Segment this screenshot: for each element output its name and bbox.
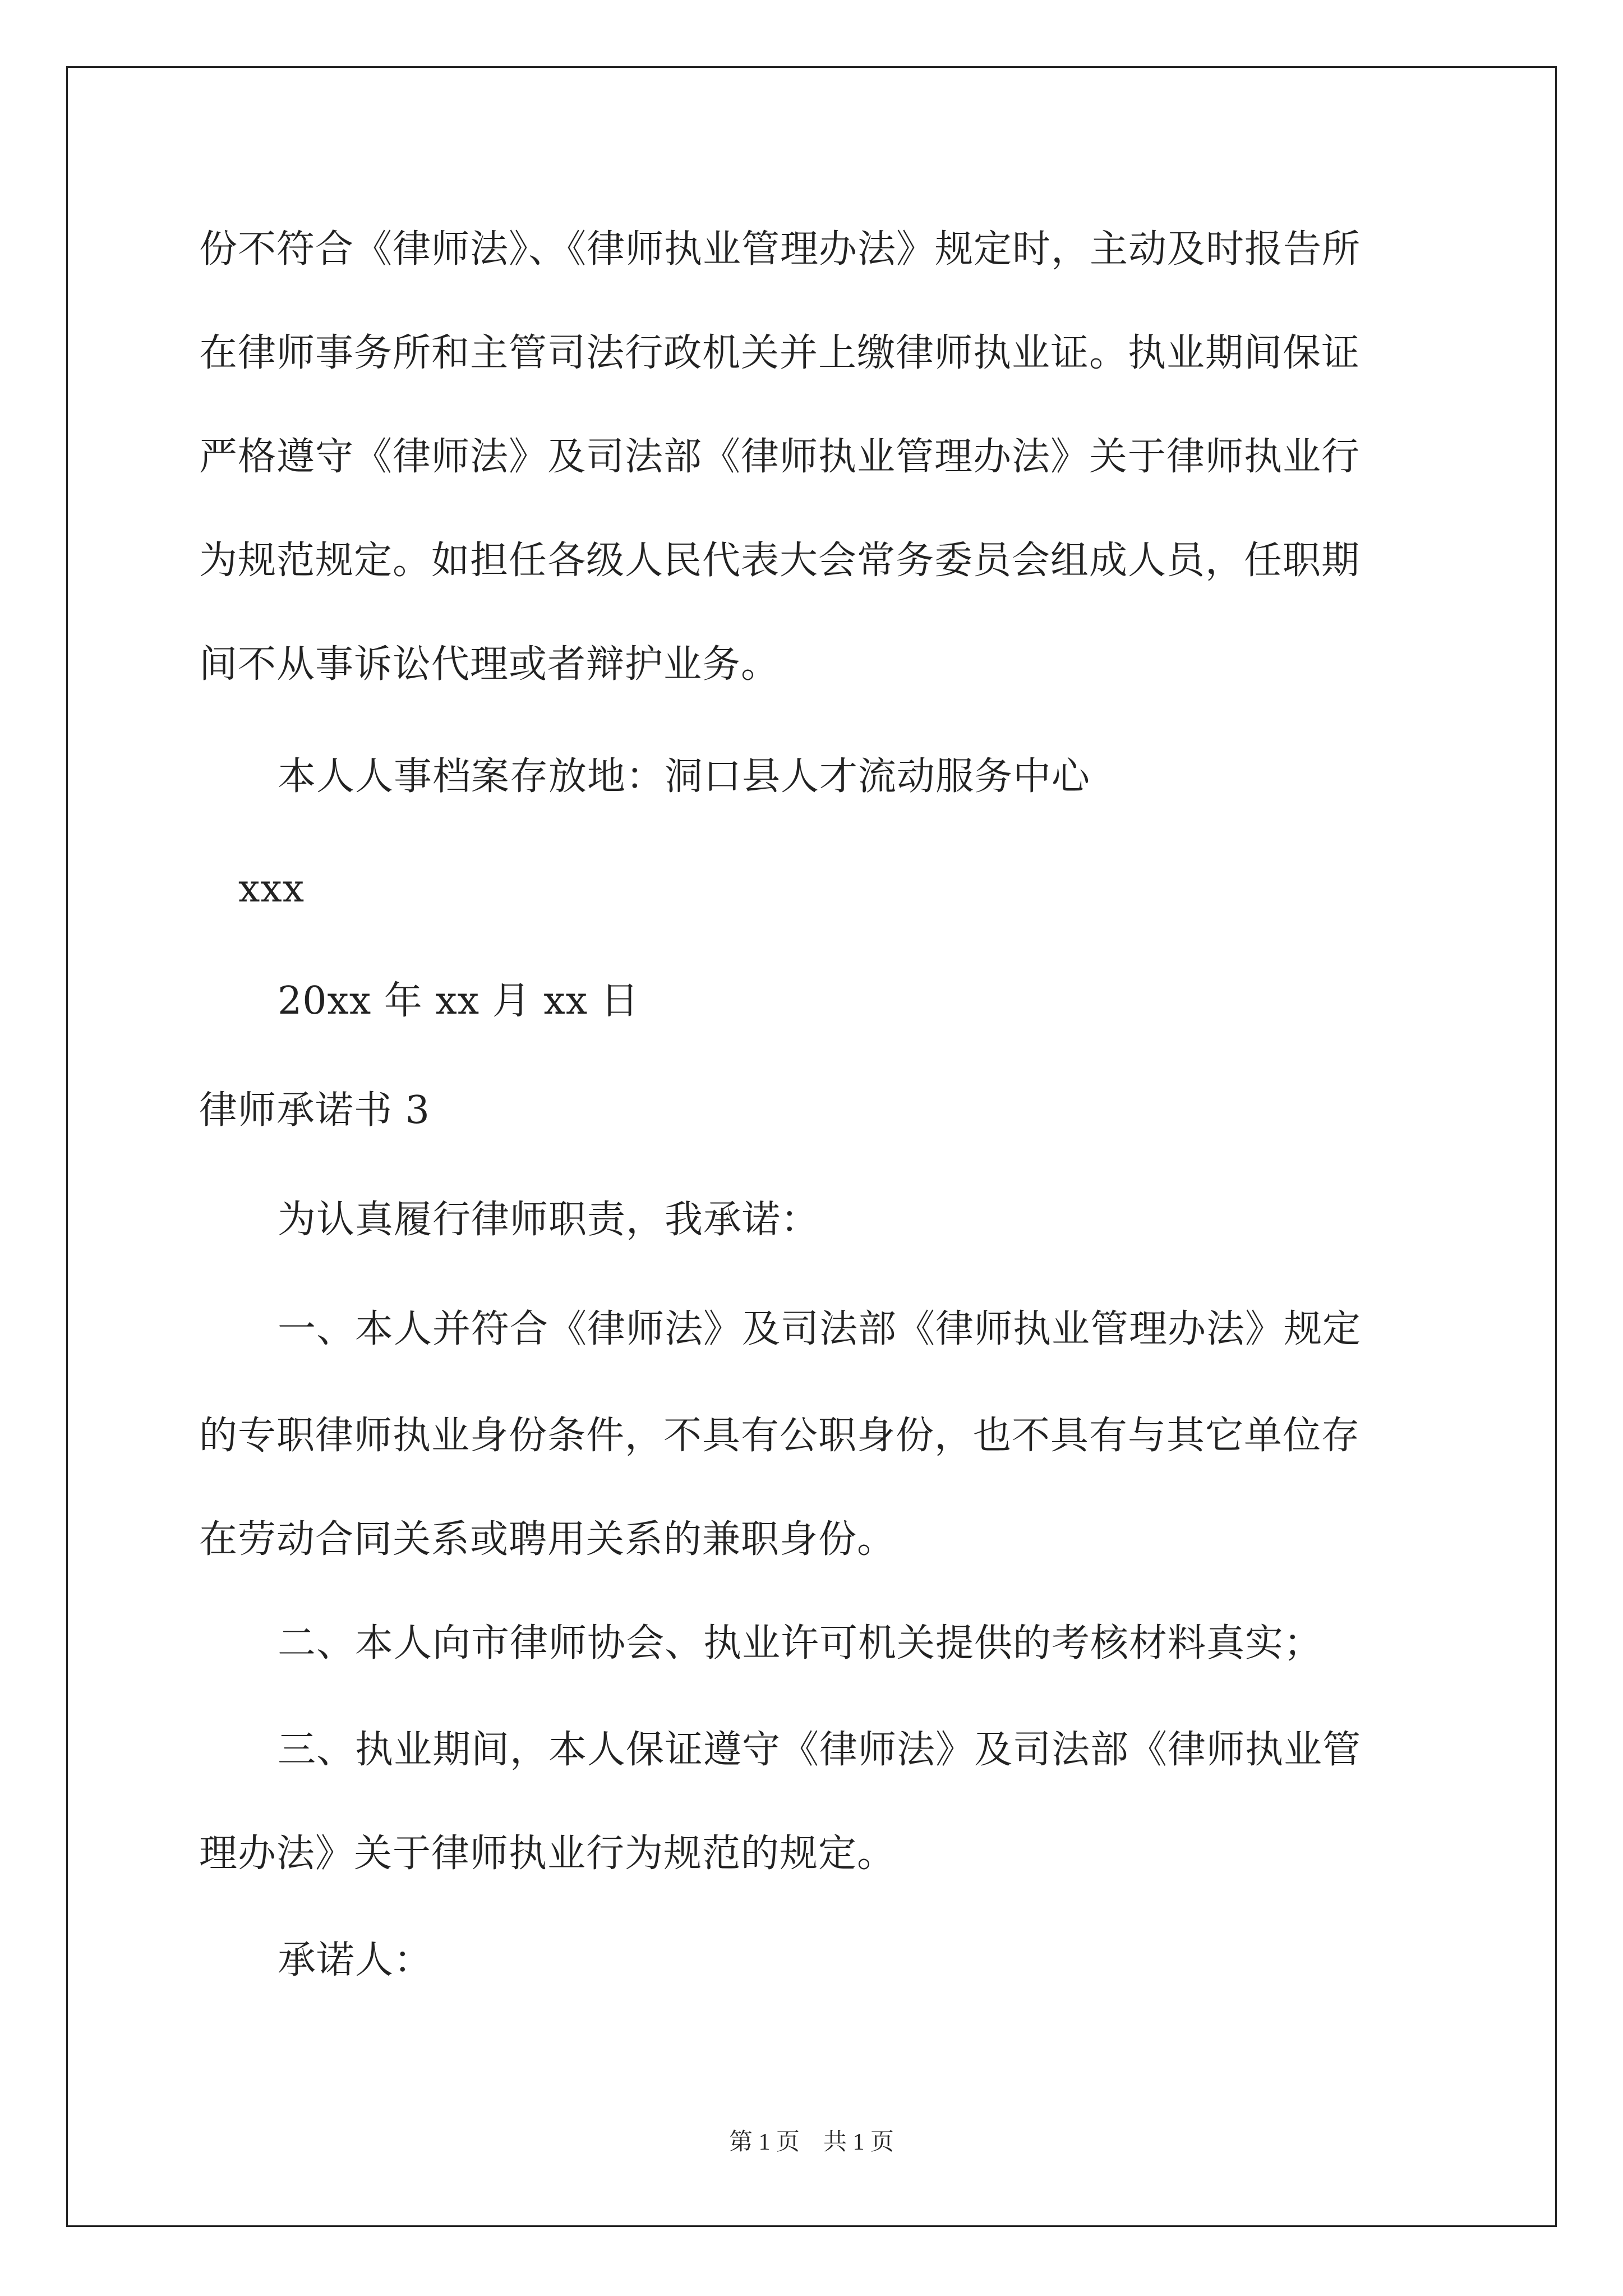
paragraph-line: 二、本人向市律师协会、执业许可机关提供的考核材料真实； xyxy=(278,1621,1323,1665)
paragraph-line: 为规范规定。如担任各级人民代表大会常务委员会组成人员，任职期 xyxy=(199,539,1361,583)
section-heading: 律师承诺书 3 xyxy=(199,1088,430,1133)
paragraph-line: 理办法》关于律师执业行为规范的规定。 xyxy=(199,1832,896,1876)
paragraph-line: 份不符合《律师法》、《律师执业管理办法》规定时，主动及时报告所 xyxy=(199,227,1361,272)
paragraph-line: 间不从事诉讼代理或者辩护业务。 xyxy=(199,642,780,687)
signature-date: 20xx 年 xx 月 xx 日 xyxy=(278,979,639,1023)
paragraph-line: 为认真履行律师职责，我承诺： xyxy=(278,1198,820,1242)
paragraph-line: 在劳动合同关系或聘用关系的兼职身份。 xyxy=(199,1517,896,1562)
signature-name: xxx xyxy=(238,867,305,911)
page-border xyxy=(66,66,1557,2227)
paragraph-line: 的专职律师执业身份条件，不具有公职身份，也不具有与其它单位存 xyxy=(199,1414,1361,1458)
paragraph-line: 严格遵守《律师法》及司法部《律师执业管理办法》关于律师执业行 xyxy=(199,435,1361,479)
promisor-label: 承诺人： xyxy=(278,1938,433,1982)
paragraph-line: 三、执业期间，本人保证遵守《律师法》及司法部《律师执业管 xyxy=(278,1728,1362,1772)
paragraph-line: 在律师事务所和主管司法行政机关并上缴律师执业证。执业期间保证 xyxy=(199,331,1361,375)
paragraph-line: 一、本人并符合《律师法》及司法部《律师执业管理办法》规定 xyxy=(278,1307,1362,1351)
page-number-footer: 第 1 页 共 1 页 xyxy=(728,2129,894,2155)
archive-location-line: 本人人事档案存放地：洞口县人才流动服务中心 xyxy=(278,754,1091,799)
